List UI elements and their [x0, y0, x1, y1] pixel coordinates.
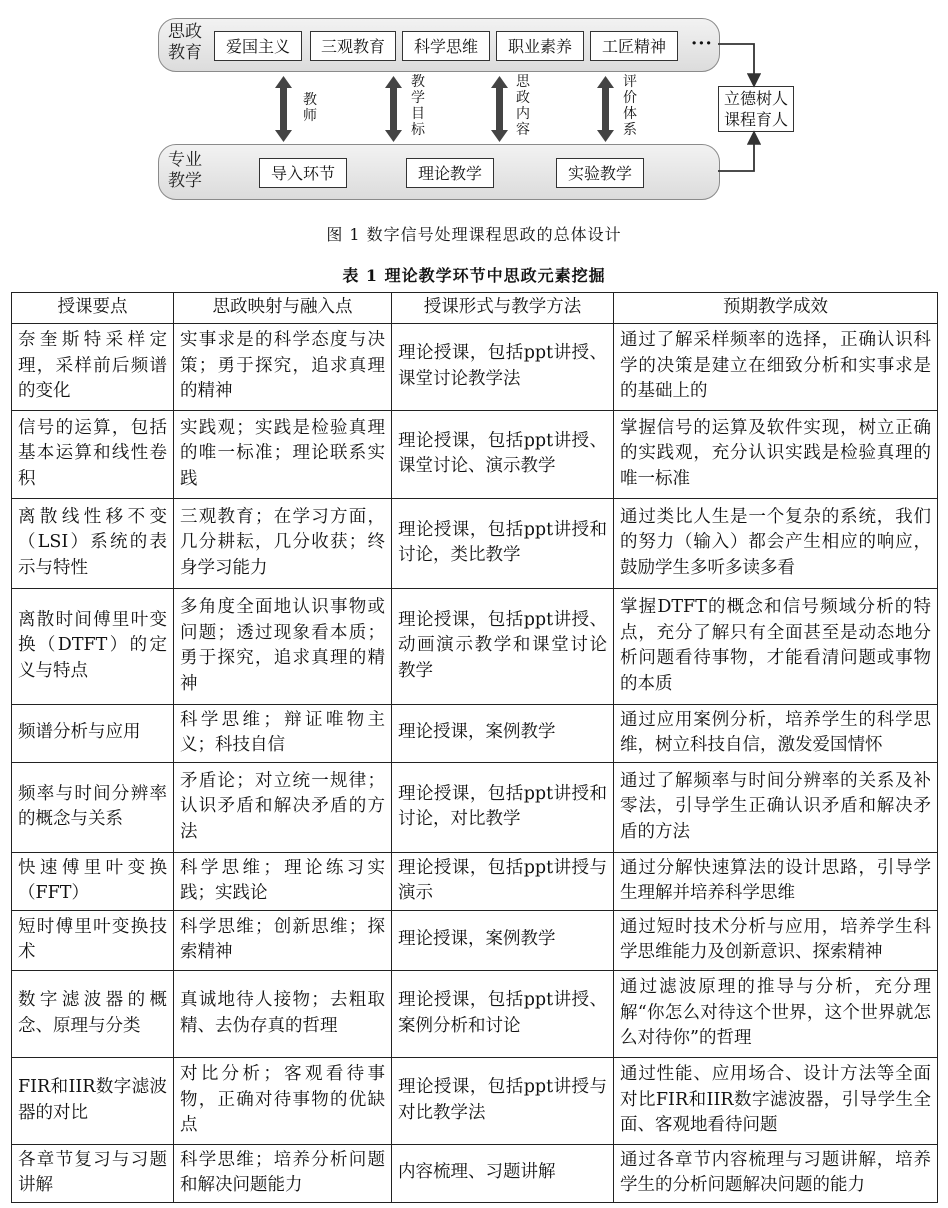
cell-method: 理论授课，包括ppt讲授和讨论，类比教学 — [392, 498, 614, 588]
cell-key-point: 各章节复习与习题讲解 — [12, 1144, 174, 1202]
figure-arrows — [0, 0, 948, 212]
cell-key-point: 短时傅里叶变换技术 — [12, 910, 174, 970]
cell-outcome: 通过短时技术分析与应用，培养学生科学思维能力及创新意识、探索精神 — [614, 910, 938, 970]
element-box: 爱国主义 — [214, 31, 302, 61]
double-arrow-content — [491, 76, 508, 142]
cell-method: 理论授课，包括ppt讲授、课堂讨论、演示教学 — [392, 410, 614, 498]
course-design-figure — [0, 0, 948, 212]
table-row — [12, 588, 938, 704]
cell-key-point: FIR和IIR数字滤波器的对比 — [12, 1057, 174, 1144]
element-box: 职业素养 — [496, 31, 584, 61]
cell-method: 理论授课，包括ppt讲授和讨论，对比教学 — [392, 762, 614, 852]
cell-key-point: 快速傅里叶变换（FFT） — [12, 852, 174, 910]
cell-key-point: 数字滤波器的概念、原理与分类 — [12, 970, 174, 1057]
cell-mapping: 对比分析；客观看待事物，正确对待事物的优缺点 — [174, 1057, 392, 1144]
element-box: 科学思维 — [402, 31, 490, 61]
cell-method: 理论授课，包括ppt讲授、课堂讨论教学法 — [392, 323, 614, 410]
table-title: 表 1 理论教学环节中思政元素挖掘 — [342, 266, 606, 285]
cell-mapping: 实践观；实践是检验真理的唯一标准；理论联系实践 — [174, 410, 392, 498]
cell-method: 理论授课，案例教学 — [392, 704, 614, 762]
cell-method: 内容梳理、习题讲解 — [392, 1144, 614, 1202]
col-header-outcome: 预期教学成效 — [614, 293, 938, 324]
double-arrow-evaluation — [597, 76, 614, 142]
cell-outcome: 通过各章节内容梳理与习题讲解，培养学生的分析问题解决问题的能力 — [614, 1144, 938, 1202]
arrow-to-goal-bottom — [718, 134, 754, 171]
link-label-teacher: 教师 — [303, 92, 317, 124]
cell-method: 理论授课，包括ppt讲授、动画演示教学和课堂讨论教学 — [392, 588, 614, 704]
table-row — [12, 410, 938, 498]
link-label-content: 思政内容 — [516, 74, 530, 138]
table-row — [12, 910, 938, 970]
table-row — [12, 1057, 938, 1144]
cell-mapping: 科学思维；理论练习实践；实践论 — [174, 852, 392, 910]
goal-line: 立德树人 — [723, 89, 788, 108]
stage-box: 理论教学 — [406, 158, 494, 188]
cell-key-point: 奈奎斯特采样定理，采样前后频谱的变化 — [12, 323, 174, 410]
ideology-elements-table — [11, 292, 938, 1203]
double-arrow-objectives — [385, 76, 402, 142]
element-box: 工匠精神 — [590, 31, 678, 61]
header-row — [12, 293, 938, 324]
link-label-objectives: 教学目标 — [411, 74, 425, 138]
cell-mapping: 科学思维；创新思维；探索精神 — [174, 910, 392, 970]
cell-mapping: 科学思维；辩证唯物主义；科技自信 — [174, 704, 392, 762]
cell-method: 理论授课，包括ppt讲授与对比教学法 — [392, 1057, 614, 1144]
cell-outcome: 通过滤波原理的推导与分析，充分理解“你怎么对待这个世界，这个世界就怎么对待你”的哲理 — [614, 970, 938, 1057]
cell-outcome: 通过了解采样频率的选择，正确认识科学的决策是建立在细致分析和实事求是的基础上的 — [614, 323, 938, 410]
cell-outcome: 掌握信号的运算及软件实现，树立正确的实践观，充分认识实践是检验真理的唯一标准 — [614, 410, 938, 498]
double-arrow-teacher — [275, 76, 292, 142]
label-line: 教育 — [168, 43, 202, 63]
cell-outcome: 通过了解频率与时间分辨率的关系及补零法，引导学生正确认识矛盾和解决矛盾的方法 — [614, 762, 938, 852]
cell-key-point: 频率与时间分辨率的概念与关系 — [12, 762, 174, 852]
cell-key-point: 频谱分析与应用 — [12, 704, 174, 762]
cell-method: 理论授课，包括ppt讲授与演示 — [392, 852, 614, 910]
cell-method: 理论授课，案例教学 — [392, 910, 614, 970]
stage-box: 实验教学 — [556, 158, 644, 188]
table-row — [12, 1144, 938, 1202]
cell-mapping: 真诚地待人接物；去粗取精、去伪存真的哲理 — [174, 970, 392, 1057]
label-line: 专业 — [168, 150, 202, 170]
table-row — [12, 498, 938, 588]
element-box: 三观教育 — [310, 31, 396, 61]
cell-key-point: 离散时间傅里叶变换（DTFT）的定义与特点 — [12, 588, 174, 704]
cell-outcome: 通过类比人生是一个复杂的系统，我们的努力（输入）都会产生相应的响应，鼓励学生多听多读多看 — [614, 498, 938, 588]
cell-mapping: 实事求是的科学态度与决策；勇于探究，追求真理的精神 — [174, 323, 392, 410]
cell-outcome: 通过分解快速算法的设计思路，引导学生理解并培养科学思维 — [614, 852, 938, 910]
cell-key-point: 信号的运算，包括基本运算和线性卷积 — [12, 410, 174, 498]
arrow-to-goal-top — [718, 44, 754, 84]
table-row — [12, 704, 938, 762]
col-header-key-points: 授课要点 — [12, 293, 174, 324]
label-line: 思政 — [168, 22, 202, 42]
cell-outcome: 掌握DTFT的概念和信号频域分析的特点，充分了解只有全面甚至是动态地分析问题看待事物，才能看清问题或事物的本质 — [614, 588, 938, 704]
label-line: 教学 — [168, 171, 202, 191]
cell-outcome: 通过性能、应用场合、设计方法等全面对比FIR和IIR数字滤波器，引导学生全面、客观地看待问题 — [614, 1057, 938, 1144]
table-row — [12, 852, 938, 910]
table-row — [12, 762, 938, 852]
table-row — [12, 323, 938, 410]
cell-mapping: 三观教育；在学习方面，几分耕耘，几分收获；终身学习能力 — [174, 498, 392, 588]
col-header-mapping: 思政映射与融入点 — [174, 293, 392, 324]
table-row — [12, 970, 938, 1057]
cell-mapping: 多角度全面地认识事物或问题；透过现象看本质；勇于探究，追求真理的精神 — [174, 588, 392, 704]
cell-mapping: 科学思维；培养分析问题和解决问题能力 — [174, 1144, 392, 1202]
stage-box: 导入环节 — [259, 158, 347, 188]
cell-key-point: 离散线性移不变（LSI）系统的表示与特性 — [12, 498, 174, 588]
ellipsis: ··· — [691, 33, 713, 54]
cell-mapping: 矛盾论；对立统一规律；认识矛盾和解决矛盾的方法 — [174, 762, 392, 852]
col-header-method: 授课形式与教学方法 — [392, 293, 614, 324]
cell-outcome: 通过应用案例分析，培养学生的科学思维，树立科技自信，激发爱国情怀 — [614, 704, 938, 762]
goal-line: 课程育人 — [723, 110, 788, 129]
figure-caption: 图 1 数字信号处理课程思政的总体设计 — [326, 225, 622, 244]
cell-method: 理论授课，包括ppt讲授、案例分析和讨论 — [392, 970, 614, 1057]
link-label-evaluation: 评价体系 — [623, 74, 637, 138]
